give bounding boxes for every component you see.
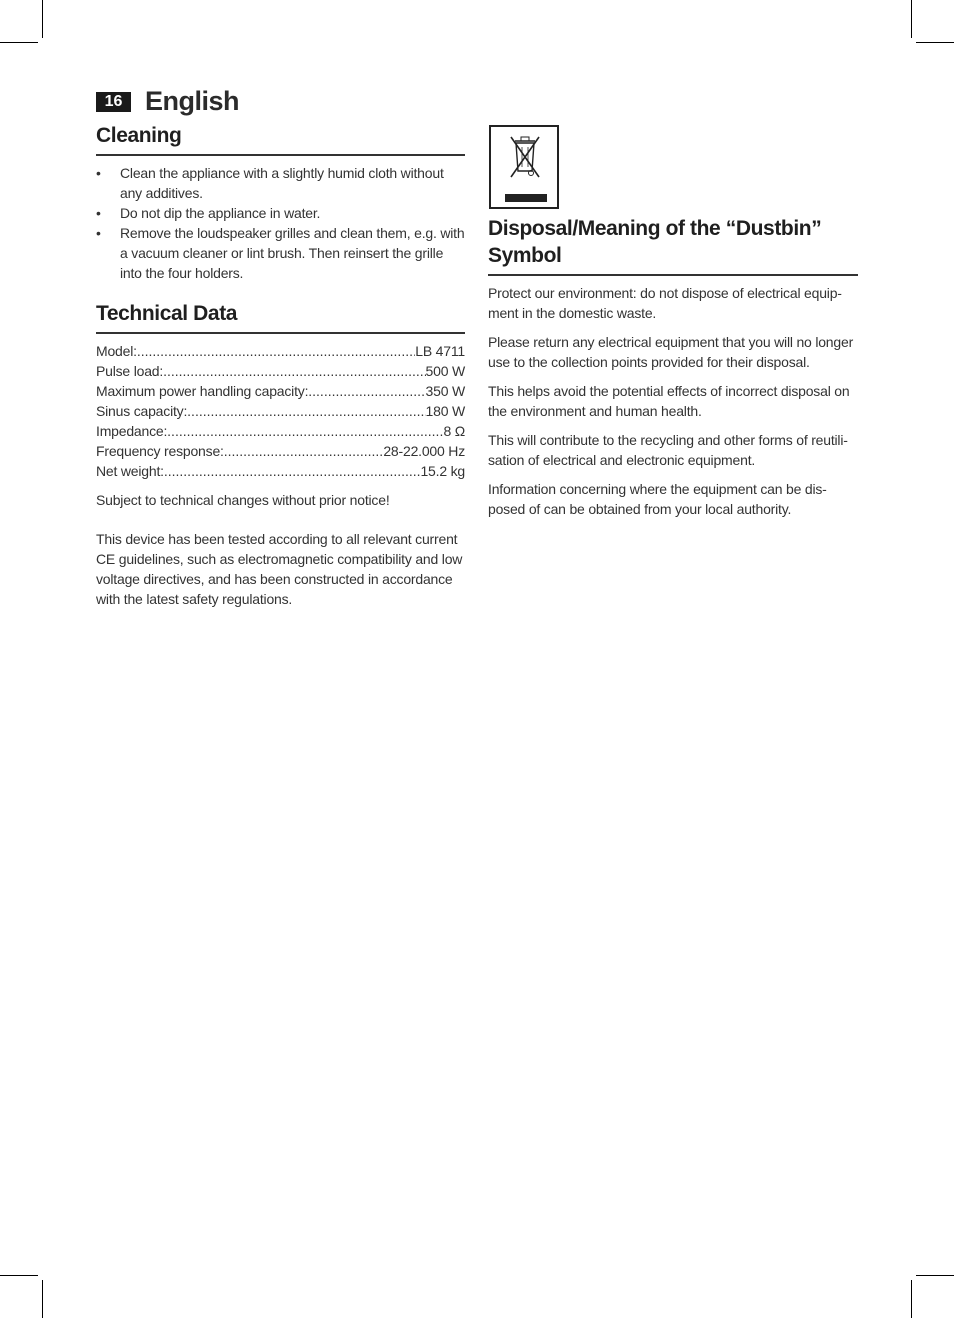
cleaning-list xyxy=(96,163,465,283)
technical-data-section xyxy=(96,300,465,609)
leader-dots xyxy=(224,441,384,461)
leader-dots xyxy=(163,361,425,381)
cleaning-section xyxy=(96,122,465,283)
crop-mark xyxy=(0,42,38,43)
table-row xyxy=(96,441,465,461)
crop-mark xyxy=(0,1275,38,1276)
spec-value: 8 Ω xyxy=(443,423,465,439)
spec-label: Pulse load: xyxy=(96,363,164,379)
disposal-paragraph: Information concerning where the equipment can be dis-posed of can be obtained from your local authority. xyxy=(488,481,827,517)
spec-value: 15.2 kg xyxy=(420,463,465,479)
list-item: • Clean the appliance with a slightly humid cloth without any additives. xyxy=(96,163,465,203)
list-item: • Remove the loudspeaker grilles and clean them, e.g. with a vacuum cleaner or lint brush. Then reinsert the grille into the four holders. xyxy=(96,223,465,283)
disposal-body xyxy=(488,283,858,519)
spec-label: Model: xyxy=(96,343,137,359)
crop-mark xyxy=(911,1280,912,1318)
list-item: • Do not dip the appliance in water. xyxy=(96,203,465,223)
table-row xyxy=(96,401,465,421)
leader-dots xyxy=(137,341,415,361)
crossed-out-wheeled-bin-icon xyxy=(489,125,559,209)
leader-dots xyxy=(167,421,443,441)
crop-mark xyxy=(916,1275,954,1276)
spec-value: 28-22.000 Hz xyxy=(383,443,465,459)
spec-label: Maximum power handling capacity: xyxy=(96,383,309,399)
table-row xyxy=(96,461,465,481)
ce-conformity-text: This device has been tested according to all relevant current CE guidelines, such as electromagnetic compatibility and low voltage directives, and has been constructed in accordance with the latest safety regulations. xyxy=(96,531,463,607)
page-language-title: English xyxy=(145,86,240,116)
table-row xyxy=(96,381,465,401)
spec-label: Net weight: xyxy=(96,463,164,479)
crop-mark xyxy=(42,1280,43,1318)
disposal-paragraph: This helps avoid the potential effects of incorrect disposal on the environment and human health. xyxy=(488,383,850,419)
leader-dots xyxy=(308,381,425,401)
page-number: 16 xyxy=(96,92,131,112)
technical-data-table xyxy=(96,341,465,481)
cleaning-heading: Cleaning xyxy=(96,122,465,156)
table-row xyxy=(96,421,465,441)
table-row xyxy=(96,361,465,381)
disposal-paragraph: This will contribute to the recycling and other forms of reutili-sation of electrical and electronic equipment. xyxy=(488,432,848,468)
spec-value: LB 4711 xyxy=(415,343,465,359)
crop-mark xyxy=(911,0,912,38)
leader-dots xyxy=(187,401,425,421)
page-header xyxy=(96,86,239,117)
spec-value: 180 W xyxy=(425,403,465,419)
technical-data-heading: Technical Data xyxy=(96,300,465,334)
disposal-heading: Disposal/Meaning of the “Dustbin” Symbol xyxy=(488,215,858,276)
disposal-paragraph: Please return any electrical equipment that you will no longer use to the collection points provided for their disposal. xyxy=(488,334,854,370)
spec-value: 350 W xyxy=(425,383,465,399)
spec-value: 500 W xyxy=(425,363,465,379)
spec-label: Sinus capacity: xyxy=(96,403,188,419)
leader-dots xyxy=(164,461,421,481)
spec-label: Impedance: xyxy=(96,423,168,439)
technical-notice: Subject to technical changes without prior notice! xyxy=(96,492,390,508)
crop-mark xyxy=(916,42,954,43)
disposal-section xyxy=(488,215,858,519)
crop-mark xyxy=(42,0,43,38)
table-row xyxy=(96,341,465,361)
disposal-paragraph: Protect our environment: do not dispose of electrical equip-ment in the domestic waste. xyxy=(488,285,842,321)
spec-label: Frequency response: xyxy=(96,443,224,459)
